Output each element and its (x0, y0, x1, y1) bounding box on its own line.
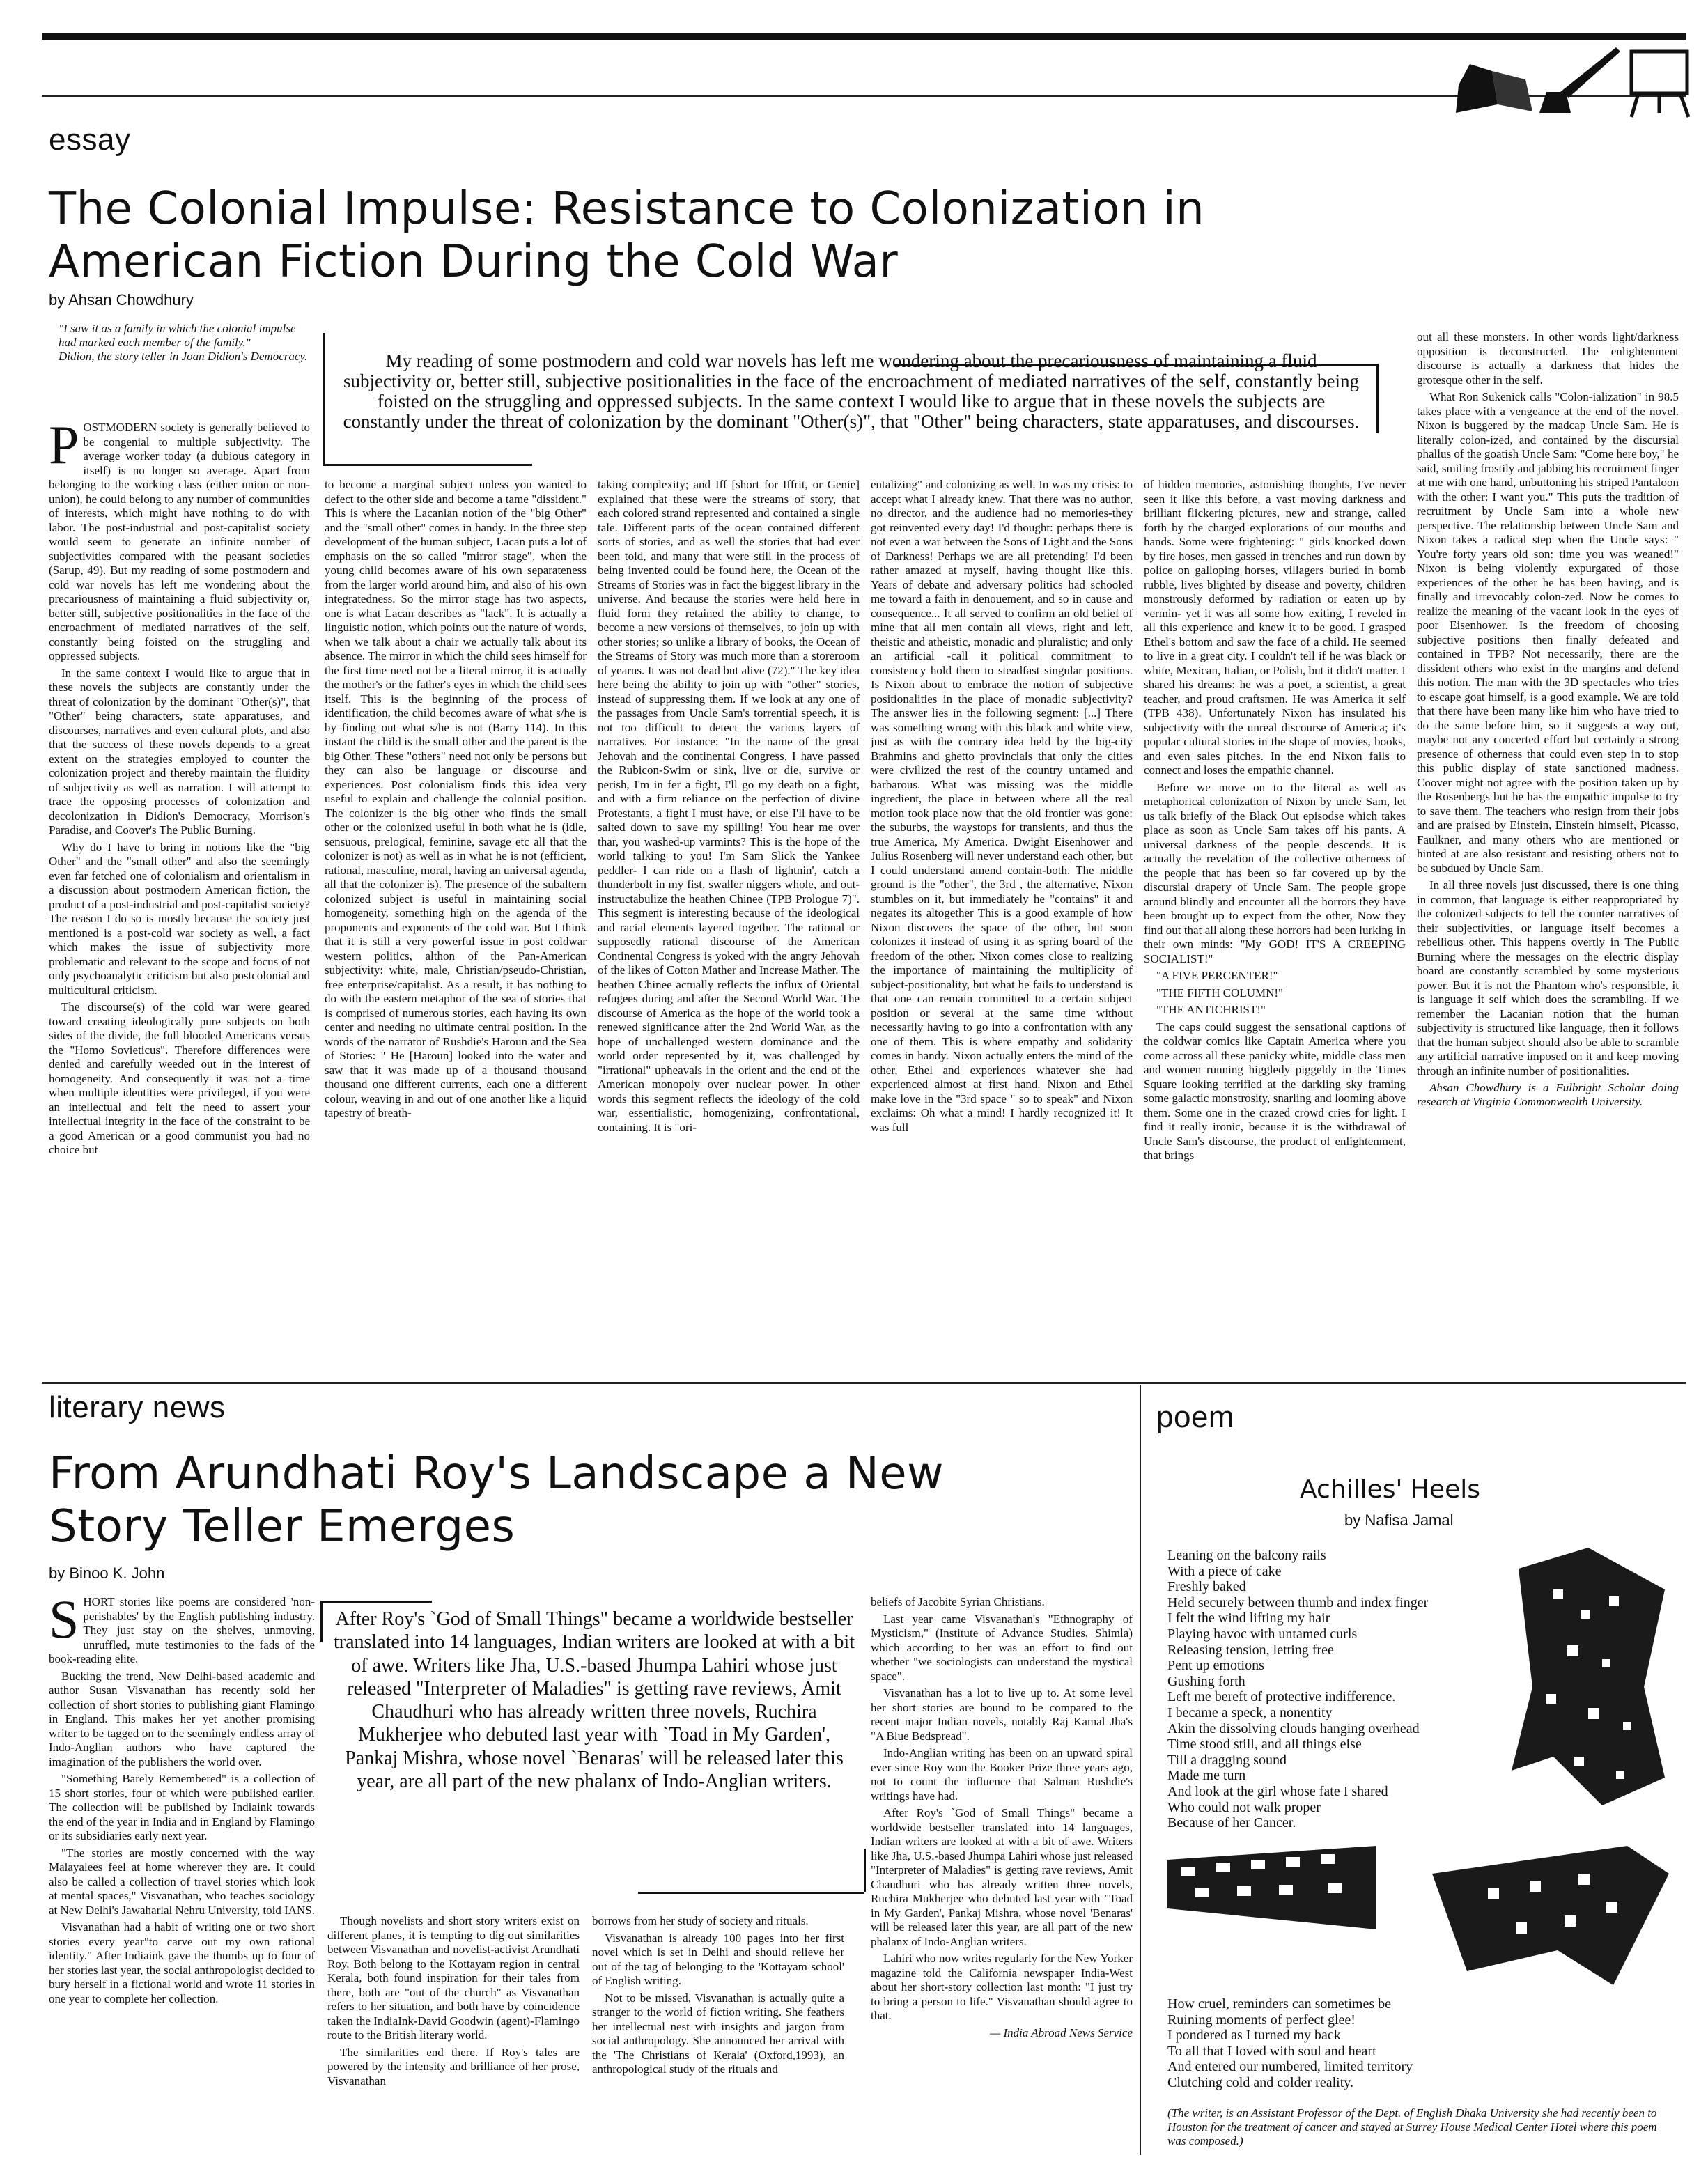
quill-icon (1560, 47, 1620, 98)
poem-line: And entered our numbered, limited territory (1167, 2059, 1413, 2075)
poem-line: Made me turn (1167, 1768, 1246, 1784)
essay-column-3 (598, 478, 860, 1374)
essay-author-note: Ahsan Chowdhury is a Fulbright Scholar doing research at Virginia Commonwealth University. (1417, 1081, 1679, 1108)
news-pullquote-top-rule (320, 1601, 432, 1603)
essay-col3-text: taking complexity; and Iff [short for Iffrit, or Genie] explained that these were the streams of story, that each colored strand represented and contained a single tale. Different parts of the ocean contained different sorts of stories, and as well the stories that had ever been told, and many that were still in the process of being invented could be found here, the Ocean of the Streams of Stories was in fact the biggest library in the universe. And because the stories were held here in fluid form they retained the ability to change, to become a new versions of themselves, to join up with other stories; so unlike a library of books, the Ocean of the Streams of Story was much more than a storeroom of yearns. It was not dead but alive (72)." The key idea here being the ability to join up with "other" stories, instead of suppressing them. If we look at any one of the passages from Uncle Sam's torrential speech, it is not too difficult to detect the various layers of narratives. For instance: "In the name of the great Jehovah and the continental Congress, I have passed the Rubicon-Swim or sink, live or die, survive or perish, I'm in fer a fight, I'll go my death on a fight, and with a firm reliance on the perfection of divine Protestants, a fight I must have, or else I'll have to be salted down to save my spilling! You hear me over thar, you washed-up varmints? This is the hope of the world talking to you! I'm Sam Slick the Yankee peddler- I can ride on a flash of lightnin', catch a thunderbolt in my fist, swaller niggers whole, and out-instructabulize the heathen Chinee (TPB Prologue 7)". This segment is interesting because of the ideological and racial elements layered together. The rational or supposedly rational discourse of the American Continental Congress is yoked with the angry Jehovah of the likes of Cotton Mather and Increase Mather. The heathen Chinee actually reflects the influx of Oriental refugees during and after the Second World War. The discourse of America as the hope of the world took a renewed significance after the 2nd World War, as the hope of unchallenged western dominance and the world order represented by it, was challenged by "irrational" upheavals in the orient and the end of the American monopoly over nuclear power. In other words this segment reflects the ideology of the cold war, essentialistic, homogenizing, confrontational, containing. It is "ori- (598, 478, 860, 1134)
news-pullquote-bracket (320, 1601, 329, 1642)
essay-col5-para3: The caps could suggest the sensational captions of the coldwar comics like Captain America where you come across all these panicky white, middle class men and women running higgledy piggeldy in the Times Square looking terrified at the darkling sky framing some galactic monstrosity, snarling and looming above them. Some one in the crazed crowd cries for light. I find it really ironic, because it is the withdrawal of Uncle Sam's discourse, the product of enlightenment, that brings (1144, 1020, 1406, 1162)
poem-line: Time stood still, and all things else (1167, 1736, 1362, 1752)
book-icon (1456, 64, 1498, 113)
poem-line: With a piece of cake (1167, 1563, 1282, 1579)
epigraph-source: Didion, the story teller in Joan Didion's Democracy. (59, 350, 308, 363)
news-col4-para6: Lahiri who now writes regularly for the New Yorker magazine told the California newspaper India-West about her short-story collection last month: "I just try to bring a person to life." Visvanathan should agree to that. (871, 1952, 1133, 2022)
essay-title-line2: American Fiction During the Cold War (49, 236, 899, 288)
easel-icon (1631, 52, 1688, 117)
news-col1-para1: HORT stories like poems are considered 'non-perishables' by the English publishing industry. They just stay on the shelves, unmoving, unruffled, mute testimonies to the fads of the book-reading elite. (49, 1595, 315, 1665)
news-col1-para2: Bucking the trend, New Delhi-based academic and author Susan Visvanathan has recently sold her collection of short stories to publishing giant Flamingo in England. This makes her yet another promising writer to be tagged on to the seemingly endless array of Indo-Anglian authors who have captured the imagination of the publishers the world over. (49, 1669, 315, 1768)
news-pullquote-text: After Roy's `God of Small Things" became a worldwide bestseller translated into 14 languages, Indian writers are looked at with a bit of awe. Writers like Jha, U.S.-based Jhumpa Lahiri whose just released "Interpreter of Maladies" is getting rave reviews, Amit Chaudhuri who has already written three novels, Ruchira Mukherjee who debuted last year with `Toad in My Garden', Pankaj Mishra, whose novel `Benaras' will be released later this year, are all part of the new phalanx of Indo-Anglian writers. (333, 1608, 855, 1793)
poem-line: And look at the girl whose fate I shared (1167, 1783, 1388, 1799)
essay-col1-para3: Why do I have to bring in notions like the "big Other" and the "small other" and also the seemingly even far fetched one of colonialism and orientalism in a discussion about postmodern American fiction, the product of a post-industrial and post-capitalist society? The reason I do so is mostly because the society just mentioned is a post-cold war society as well, a fact which makes the issue of subjectivity more problematic and relevant to the scope and focus of not only psychoanalytic criticism but also postcolonial and multicultural criticism. (49, 840, 310, 997)
news-col3-para1: borrows from her study of society and rituals. (592, 1914, 809, 1927)
poem-stanza-2 (1167, 1996, 1585, 2091)
poem-line: Pent up emotions (1167, 1658, 1264, 1674)
poem-line: Playing havoc with untamed curls (1167, 1626, 1358, 1642)
essay-col5-para2: Before we move on to the literal as well as metaphorical colonization of Nixon by uncle Sam, let us talk briefly of the Black Out episodse which takes place as soon as Uncle Sam takes off his pants. A universal darkness of the people descends. It is actually the revelation of the collective otherness of the people that has been so far covered up by the discursial drapery of Uncle Sam. The people grope around blindly and encounter all the horrors they have been brought up to expect from the other, Now they find out that all along these horrors had been lurking in their own minds: "My GOD! IT'S A CREEPING SOCIALIST!" (1144, 780, 1406, 965)
news-dropcap: S (49, 1595, 79, 1649)
poem-line: Because of her Cancer. (1167, 1815, 1296, 1831)
poem-title: Achilles' Heels (1300, 1475, 1480, 1504)
essay-column-6 (1417, 330, 1679, 1374)
essay-col1-para4: The discourse(s) of the cold war were geared toward creating ideologically pure subjects on both sides of the divide, the full blooded Americans versus the "Homo Sovieticus". Therefore differences were denied and carefully weeded out in the interest of homogeneity. And consequently it was not a time when multiple identities were privileged, if you were an intellectual and felt the need to assert your intellectual integrity in the face of the constraint to be a good American or a good communist you had no choice but (49, 1000, 310, 1156)
news-col3-para3: Not to be missed, Visvanathan is actually quite a stranger to the world of fiction writing. She feathers her intellectual nest with insights and jargon from social anthropology. She announced her arrival with the 'The Christians of Kerala' (Oxford,1993), an anthropological study of the rituals and (592, 1991, 844, 2076)
header-rule (42, 95, 1686, 97)
news-column-3 (592, 1914, 844, 2145)
essay-col1-para1: OSTMODERN society is generally believed to be congenial to multiple subjectivity. The average worker today (a dubious category in itself) is no longer so average. Apart from belonging to the working class (either union or non-union), he could belong to any number of communities of interests, which might have nothing to do with labor. The post-industrial and post-capitalist society would seem to generate an infinite number of subjectivities compared with the peasant societies (Sarup, 49). But my reading of some postmodern and cold war novels has left me wondering about the precariousness of maintaining a fluid subjectivity or, better still, subjective positionalities in the face of the encroachment of mediated narratives of the self, constantly being foisted on the struggling and oppressed subjects. (49, 421, 310, 662)
essay-dropcap: P (49, 421, 79, 475)
top-rule (42, 33, 1686, 40)
poem-line: Freshly baked (1167, 1579, 1246, 1595)
poem-line: Ruining moments of perfect glee! (1167, 2012, 1356, 2028)
poem-line: How cruel, reminders can sometimes be (1167, 1996, 1392, 2012)
section-divider (42, 1382, 1686, 1384)
news-byline: by Binoo K. John (49, 1564, 165, 1582)
essay-col5-para1: of hidden memories, astonishing thoughts, I've never seen it like this before, a vast moving darkness and brilliant flickering pictures, new and strange, called forth by the charged explorations of our mouths and hands. Some were frightening: " girls knocked down by fire hoses, men gassed in trenches and run down by police on galloping horses, villagers buried in bomb rubble, lives blighted by disease and poverty, children monstrously deformed by radiation or eaten up by vermin- yet it was all some how exiting, I reveled in all this experience and knew it to be good. I grasped Ethel's bottom and saw the face of a child. He seemed to live in a great city. I couldn't tell if he was black or white, Mexican, Italian, or Polish, but it didn't matter. I shared his dreams: he was a poet, a scientist, a great teacher, and proud craftsmen. He was America it self (TPB 438). Unfortunately Nixon has insulated his subjectivity with the unreal discourse of America; it's popular cultural stories in the shape of movies, books, and even sales pitches. In the end Nixon fails to connect and loses the empathic channel. (1144, 478, 1406, 777)
essay-column-5 (1144, 478, 1406, 1374)
pullquote-right-bracket (1368, 364, 1379, 433)
news-section-label: literary news (49, 1390, 226, 1424)
news-col1-para3: "Something Barely Remembered" is a collection of 15 short stories, four of which were published earlier. The collection will be published by Indiaink towards the end of the year in India and in England by Flamingo or its subsidiaries early next year. (49, 1772, 315, 1842)
poem-line: I felt the wind lifting my hair (1167, 1610, 1330, 1626)
essay-col1-para2: In the same context I would like to argue that in these novels the subjects are constantly under the threat of colonization by the dominant "Other(s)", that "Other" being characters, state apparatuses, and discourses, narratives and even cultural plots, and also that the success of these novels depends to a great extent on the strategies employed to counter the colonization project and thereby maintain the fluidity of subjectivity as well as narration. I will attempt to trace the opposing processes of colonization and decolonization in Didion's Democracy, Morrison's Paradise, and Coover's The Public Burning. (49, 666, 310, 837)
poem-stanza-1 (1167, 1548, 1530, 1831)
essay-col5-quote1: "A FIVE PERCENTER!" (1156, 969, 1278, 982)
essay-column-2 (325, 478, 587, 1374)
news-credit: — India Abroad News Service (990, 2026, 1133, 2039)
poem-line: Akin the dissolving clouds hanging overhead (1167, 1720, 1420, 1736)
news-col2-para1: Though novelists and short story writers exist on different planes, it is tempting to dig out similarities between Visvanathan and novelist-activist Arundhati Roy. Both belong to the Kottayam region in central Kerala, both found inspiration for their tales from there, both are "out of the church" as Visvanathan refers to her situation, and both have by coincidence taken the IndiaInk-David Goodwin (agent)-Flamingo route to the British literary world. (327, 1914, 580, 2042)
pullquote-bottom-rule (323, 464, 532, 466)
essay-pullquote-text: My reading of some postmodern and cold war novels has left me wondering about the precariousness of maintaining a fluid subjectivity or, better still, subjective positionalities in the face of the encroachment of mediated narratives of the self, constantly being foisted on the struggling and oppressed subjects. In the same context I would like to argue that in these novels the subjects are constantly under the threat of colonization by the dominant "Other(s)", that "Other" being characters, state apparatuses, and discourses. (343, 350, 1360, 432)
news-col4-para5: After Roy's `God of Small Things" became a worldwide bestseller translated into 14 languages, Indian writers are looked at with a bit of awe. Writers like Jha, U.S.-based Jhumpa Lahiri whose just released "Interpreter of Maladies" is getting rave reviews, Amit Chaudhuri who has already written three novels, Ruchira Mukherjee who debuted last year with "Toad in My Garden', Pankaj Mishra, whose novel 'Benaras' will be released later this year, are all part of the new phalanx of Indo-Anglian writers. (871, 1806, 1133, 1948)
essay-col5-quote3: "THE ANTICHRIST!" (1156, 1003, 1266, 1016)
essay-title-line1: The Colonial Impulse: Resistance to Colonization in (49, 183, 1205, 235)
poem-line: I pondered as I turned my back (1167, 2028, 1341, 2044)
news-col4-para3: Visvanathan has a lot to live up to. At some level her short stories are bound to be compared to the recent major Indian novels, notably Raj Kamal Jha's "A Blue Bedspread". (871, 1686, 1133, 1743)
news-col4-para2: Last year came Visvanathan's "Ethnography of Mysticism," (Institute of Advance Studies, Shimla) which according to her was an effort to find out whether "we sociologists can understand the mystical space". (871, 1612, 1133, 1683)
essay-col6-para2: What Ron Sukenick calls "Colon-ialization" in 98.5 takes place with a vengeance at the end of the novel. Nixon is buggered by the madcap Uncle Sam. He is literally colon-ized, and contained by the discursial phallus of the goatish Uncle Sam: "Come here boy," he said, smiling frostily and jabbing his recruitment finger at me with one hand, unbuttoning his striped Pantaloon with the other: I want you." This puts the tradition of recruitment by Uncle Sam into a whole new perspective. The relationship between Uncle Sam and Nixon takes a radical step when the Uncle says: " You're forty years old son: time you was weaned!" Nixon is being violently expurgated of those experiences of the other he has been having, and is finally and irrevocably colon-zed. Now he comes to realize the meaning of the vacant look in the eyes of poor Eisenhower. Is the freedom of choosing subjective positions then finally defeated and contained in TPB? Not necessarily, there are the dissident others who exist in the margins and defend this notion. The man with the 3D spectacles who tries to escape goat himself, is a good example. We are told that there have been many like him who have tried to do the same before him, so it suggests a way out, maybe not any concerted effort but certainly a strong presence of otherness that could even step in to stop this public display of state sanctioned madness. Coover might not agree with the position taken up by the Rosenbergs but he has the empathic impulse to try to save them. The teachers who resign from their jobs and are praised by Einstein, Einstein himself, Picasso, Faulkner, and many others who are mentioned or hinted at are also resistant and resisting others not to be subdued by Uncle Sam. (1417, 390, 1679, 875)
essay-column-1 (49, 421, 310, 1374)
news-pullquote-bottom-rule (638, 1892, 864, 1894)
essay-section-label: essay (49, 123, 131, 157)
news-title-line1: From Arundhati Roy's Landscape a New (49, 1448, 944, 1500)
news-pullquote-right-bracket (857, 1849, 866, 1892)
poem-line: Releasing tension, letting free (1167, 1642, 1334, 1658)
news-col4-para4: Indo-Anglian writing has been on an upward spiral ever since Roy won the Booker Prize three years ago, not to count the influence that Salman Rushdie's writings have had. (871, 1746, 1133, 1803)
essay-col2-text: to become a marginal subject unless you wanted to defect to the other side and become a tame "dissident." This is where the Lacanian notion of the "big Other" and the "small other" comes in handy. In the three step development of the human subject, Lacan puts a lot of emphasis on the so called "mirror stage", when the young child becomes aware of his own separateness from the larger world around him, and also of his own integratedness. So the mirror stage has two aspects, one is what Lacan describes as "lack". It is actually a linguistic notion, which points out the nature of words, when we talk about a chair we actually talk about its absence. The mirror in which the child sees himself for the first time need not be a literal mirror, it is actually the mother's or the father's eyes in which the child sees itself. This is the beginning of the process of identification, the child becomes aware of what s/he is by finding out what s/he is not (Barry 114). In this instant the child is the small other and the parent is the big Other. These "others" need not only be persons but they can also be language or discourse and experiences. Post colonialism finds this idea very useful to explain and challenge the colonial position. The colonizer is the big other who finds the small other or the colonized useful in both what he is (idle, sensuous, prelogical, feminine, savage etc all that the colonizer is not) as well as in what he is not (efficient, rational, masculine, moral, having an universal agenda, all that the colonizer is). The presence of the subaltern colonized subject is useful in maintaining social homogeneity, something high on the agenda of the proponents and exponents of the cold war. But I think that it is still a very powerful issue in post coldwar western politics, althon of the Pan-American subjectivity: white, male, Christian/pseudo-Christian, free enterprise/capitalist. As a result, it has nothing to do with the eastern metaphor of the sea of stories that is comprised of numerous stories, each having its own center and needing no ultimate central position. In the words of the narrator of Rushdie's Haroun and the Sea of Stories: " He [Haroun] looked into the water and saw that it was made up of a thousand thousand thousand one different currents, each one a different colour, weaving in and out of one another like a liquid tapestry of breath- (325, 478, 587, 1119)
essay-byline: by Ahsan Chowdhury (49, 291, 194, 309)
news-column-2 (327, 1914, 580, 2145)
poem-line: Who could not walk proper (1167, 1799, 1321, 1815)
poem-section-label: poem (1156, 1400, 1235, 1434)
poem-line: Till a dragging sound (1167, 1752, 1287, 1768)
fabric-illustration-right (1505, 1548, 1672, 1812)
essay-column-4 (871, 478, 1133, 1374)
essay-col6-para1: out all these monsters. In other words light/darkness opposition is deconstructed. The enlightenment discourse is actually a darkness that hides the grotesque other in the self. (1417, 330, 1679, 387)
poem-line: Held securely between thumb and index finger (1167, 1594, 1429, 1610)
essay-col6-para3: In all three novels just discussed, there is one thing in common, that language is either reappropriated by the colonized subjects to tell the counter narratives of their subjectivities, or language itself becomes a rebellious other. This happens overtly in The Public Burning where the messages on the electric display board are constantly scrambled by some mysterious power. But it is not the Phantom who's responsible, it is language it self which does the scrambling. If we remember the Lacanian notion that the human subjectivity is structured like language, then it follows that the human subject should also be able to scramble any artificial narrative imposed on it and keep moving through an infinite number of positionalities. (1417, 878, 1679, 1078)
poem-line: Gushing forth (1167, 1673, 1245, 1689)
news-title-line2: Story Teller Emerges (49, 1501, 515, 1553)
poem-byline: by Nafisa Jamal (1344, 1511, 1454, 1529)
news-pullquote-box (320, 1601, 864, 1900)
news-column-1 (49, 1595, 315, 2145)
essay-epigraph (59, 322, 309, 364)
news-col2-para2: The similarities end there. If Roy's tales are powered by the intensity and brilliance of her prose, Visvanathan (327, 2045, 580, 2088)
essay-pullquote-box (323, 333, 1389, 465)
poem-line: To all that I loved with soul and heart (1167, 2043, 1376, 2059)
poem-author-note: (The writer, is an Assistant Professor of the Dept. of English Dhaka University she had recently been to Houston for the treatment of cancer and stayed at Surrey House Medical Center Hotel where this poem was composed.) (1167, 2106, 1657, 2147)
pullquote-left-bracket (323, 333, 334, 465)
book-pen-easel-icon (1449, 43, 1700, 120)
news-column-4 (871, 1595, 1133, 2152)
epigraph-quote: "I saw it as a family in which the colonial impulse had marked each member of the family." (59, 322, 296, 349)
essay-col4-text: entalizing" and colonizing as well. In was my crisis: to accept what I already knew. That there was no author, no director, and the audience had no memories-they got reinvented every day! I'd thought: perhaps there is not even a war between the Sons of Light and the Sons of Darkness! Perhaps we are all pretending! I'd been rather amazed at myself, having thought like this. Years of debate and adversary politics had schooled me toward a faith in denouement, and so in cause and consequence... It all served to confirm an old belief of mine that all men contain all views, right and left, theistic and atheistic, monadic and pluralistic; and only an artificial -call it political commitment to consistency hold them to steadfast singular positions. Is Nixon about to embrace the notion of subjective positionalities in the place of monadic subjectivity? The answer lies in the following segment: [...] There was something wrong with this black and white view, just as with the contrary idea held by the big-city Brahmins and ghetto provincials that only the cities were civilized the rest of the country untamed and barbarous. What was missing was the middle ingredient, the place in between where all the real motion took place now that the old frontier was gone: the suburbs, the waystops for transients, and thus the true America, My America. Dwight Eisenhower and Julius Rosenberg will never understand each other, but I could understand amend contain-both. The middle ground is the "other", the 3rd , the alternative, Nixon stumbles on it, but immediately he "contains" it and negates its altogether This is a good example of how Nixon discovers the space of the other, but soon colonizes it instead of using it as spring board of the freedom of the other. Nixon comes close to realizing the importance of maintaining the multiplicity of subject-positionality, but what he fails to understand is that one can remain committed to a certain subject position or several at the same time without necessarily having to go into a confrontation with any one of them. This is where empathy and solidarity comes in handy. Nixon actually enters the mind of the other, Ethel and experiences whatever she had experienced almost at first hand. Nixon and Ethel make love in the "3rd space " so to speak" and Nixon exclaims: Oh what a mind! I hardly recognized it! It was full (871, 478, 1133, 1134)
poem-line: I became a speck, a nonentity (1167, 1704, 1333, 1720)
news-poem-divider (1140, 1385, 1141, 2155)
poem-line: Clutching cold and colder reality. (1167, 2074, 1353, 2090)
poem-line: Leaning on the balcony rails (1167, 1548, 1326, 1563)
news-col3-para2: Visvanathan is already 100 pages into her first novel which is set in Delhi and should relieve her out of the tag of belonging to the 'Kottayam school' of English writing. (592, 1931, 844, 1987)
poem-line: Left me bereft of protective indifference. (1167, 1689, 1396, 1705)
fabric-illustration-bottom (1167, 1846, 1669, 1992)
news-col1-para5: Visvanathan had a habit of writing one or two short stories every year"to carve out my own rational identity." After Indiaink gave the thumbs up to four of her stories last year, the social anthropologist decided to bury herself in a fictional world and wrote 11 stories in one year to complete her collection. (49, 1920, 315, 2005)
essay-col5-quote2: "THE FIFTH COLUMN!" (1156, 986, 1283, 1000)
news-col1-para4: "The stories are mostly concerned with the way Malayalees feel at home wherever they are. It could also be called a collection of travel stories which look at mental spaces," Visvanathan, who teaches sociology at New Delhi's Jawaharlal Nehru University, told IANS. (49, 1846, 315, 1917)
news-col4-para1: beliefs of Jacobite Syrian Christians. (871, 1595, 1045, 1608)
